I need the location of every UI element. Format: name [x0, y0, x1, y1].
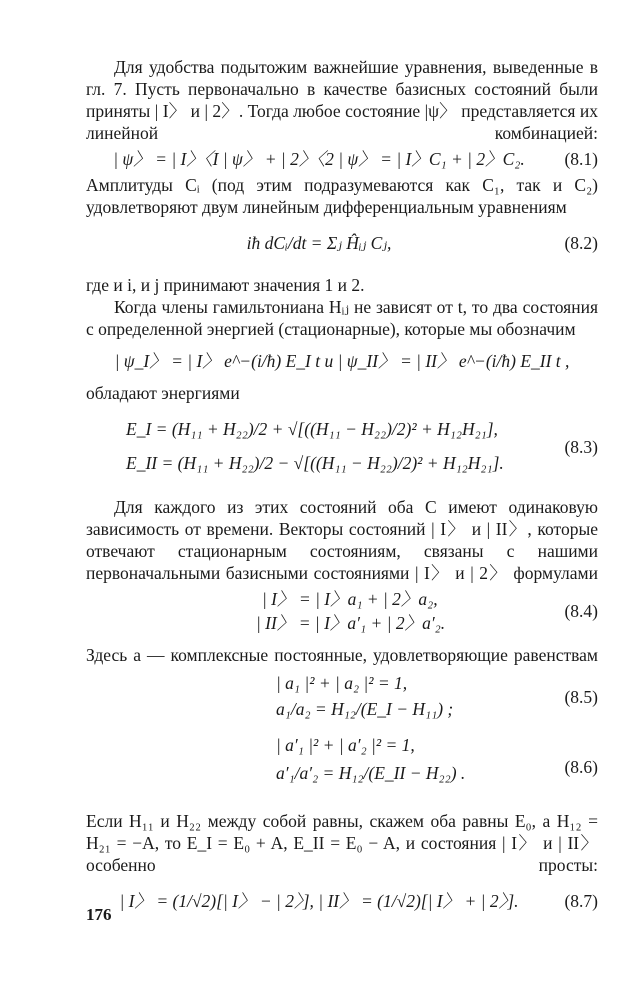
equation-8-6-line2: a′₁/a′₂ = H₁₂/(E_II − H₂₂) .	[276, 763, 466, 783]
equation-8-5-line1: | a₁ |² + | a₂ |² = 1,	[276, 673, 408, 693]
equation-number-8-4: (8.4)	[564, 601, 598, 621]
equation-number-8-7: (8.7)	[564, 891, 598, 911]
equation-number-8-2: (8.2)	[564, 233, 598, 253]
equation-8-2	[86, 226, 598, 266]
equation-8-2-body: iħ dCᵢ/dt = Σⱼ Ĥᵢⱼ Cⱼ,	[246, 233, 392, 253]
equation-8-3	[86, 412, 598, 486]
equation-8-1-body: | ψ〉 = | I〉〈I | ψ〉 + | 2〉〈2 | ψ〉 = | I〉C₁ + | 2〉C₂.	[113, 149, 525, 169]
equation-number-8-6: (8.6)	[564, 757, 598, 777]
equation-number-8-5: (8.5)	[564, 687, 598, 707]
page-content	[86, 56, 598, 920]
equation-8-6	[86, 734, 598, 794]
equation-8-4-line1: | I〉 = | I〉a₁ + | 2〉a₂,	[262, 589, 438, 609]
equation-8-4-line2: | II〉 = | I〉a′₁ + | 2〉a′₂.	[256, 613, 446, 633]
equation-8-7	[86, 886, 598, 920]
paragraph-energies: обладают энергиями	[86, 383, 240, 403]
equation-8-5	[86, 672, 598, 728]
paragraph-indices: где и i, и j принимают значения 1 и 2.	[86, 275, 365, 295]
equation-number-8-1: (8.1)	[564, 149, 598, 169]
equation-8-6-line1: | a′₁ |² + | a′₂ |² = 1,	[276, 735, 415, 755]
equation-8-7-body: | I〉 = (1/√2)[| I〉 − | 2〉], | II〉 = (1/√2)[| I〉 + | 2〉].	[119, 891, 519, 911]
equation-8-1	[86, 148, 598, 174]
equation-8-3-line1: E_I = (H₁₁ + H₂₂)/2 + √[((H₁₁ − H₂₂)/2)² + H₁₂H₂₁],	[126, 419, 498, 439]
paragraph-amplitudes: Амплитуды Cᵢ (под этим подразумеваются как C₁, так и C₂) удовлетворяют двум линейным дифференциальным уравнениям	[86, 175, 598, 217]
equation-8-5-line2: a₁/a₂ = H₁₂/(E_I − H₁₁) ;	[276, 699, 454, 719]
equation-8-3-line2: E_II = (H₁₁ + H₂₂)/2 − √[((H₁₁ − H₂₂)/2)² + H₁₂H₂₁].	[126, 453, 504, 473]
paragraph-intro: Для удобства подытожим важнейшие уравнения, выведенные в гл. 7. Пусть первоначально в качестве базисных состояний были приняты | I〉 и | 2〉. Тогда любое состояние |ψ〉 представляется их линейной комбинацией:	[86, 57, 598, 143]
paragraph-equal-case: Если H₁₁ и H₂₂ между собой равны, скажем оба равны E₀, а H₁₂ = H₂₁ = −A, то E_I = E₀ + A, E_II = E₀ − A, и состояния | I〉 и | II〉 особенно просты:	[86, 811, 598, 875]
paragraph-hamiltonian: Когда члены гамильтониана Hᵢⱼ не зависят от t, то два состояния с определенной энергией (стационарные), которые мы обозначим	[86, 297, 598, 339]
paragraph-constants: Здесь a — комплексные постоянные, удовлетворяющие равенствам	[86, 645, 598, 665]
equation-number-8-3: (8.3)	[564, 437, 598, 457]
equation-stationary-body: | ψ_I〉 = | I〉 e^−(i/ħ) E_I t и | ψ_II〉 = | II〉 e^−(i/ħ) E_II t ,	[114, 351, 570, 371]
equation-8-4	[86, 588, 598, 638]
page-number: 176	[86, 905, 112, 924]
equation-stationary	[86, 346, 598, 376]
paragraph-state-vectors: Для каждого из этих состояний оба C имеют одинаковую зависимость от времени. Векторы состояний | I〉 и | II〉, которые отвечают стационарным состояниям, связаны с нашими первоначальными базисными состояниями | I〉 и | 2〉 формулами	[86, 497, 598, 583]
